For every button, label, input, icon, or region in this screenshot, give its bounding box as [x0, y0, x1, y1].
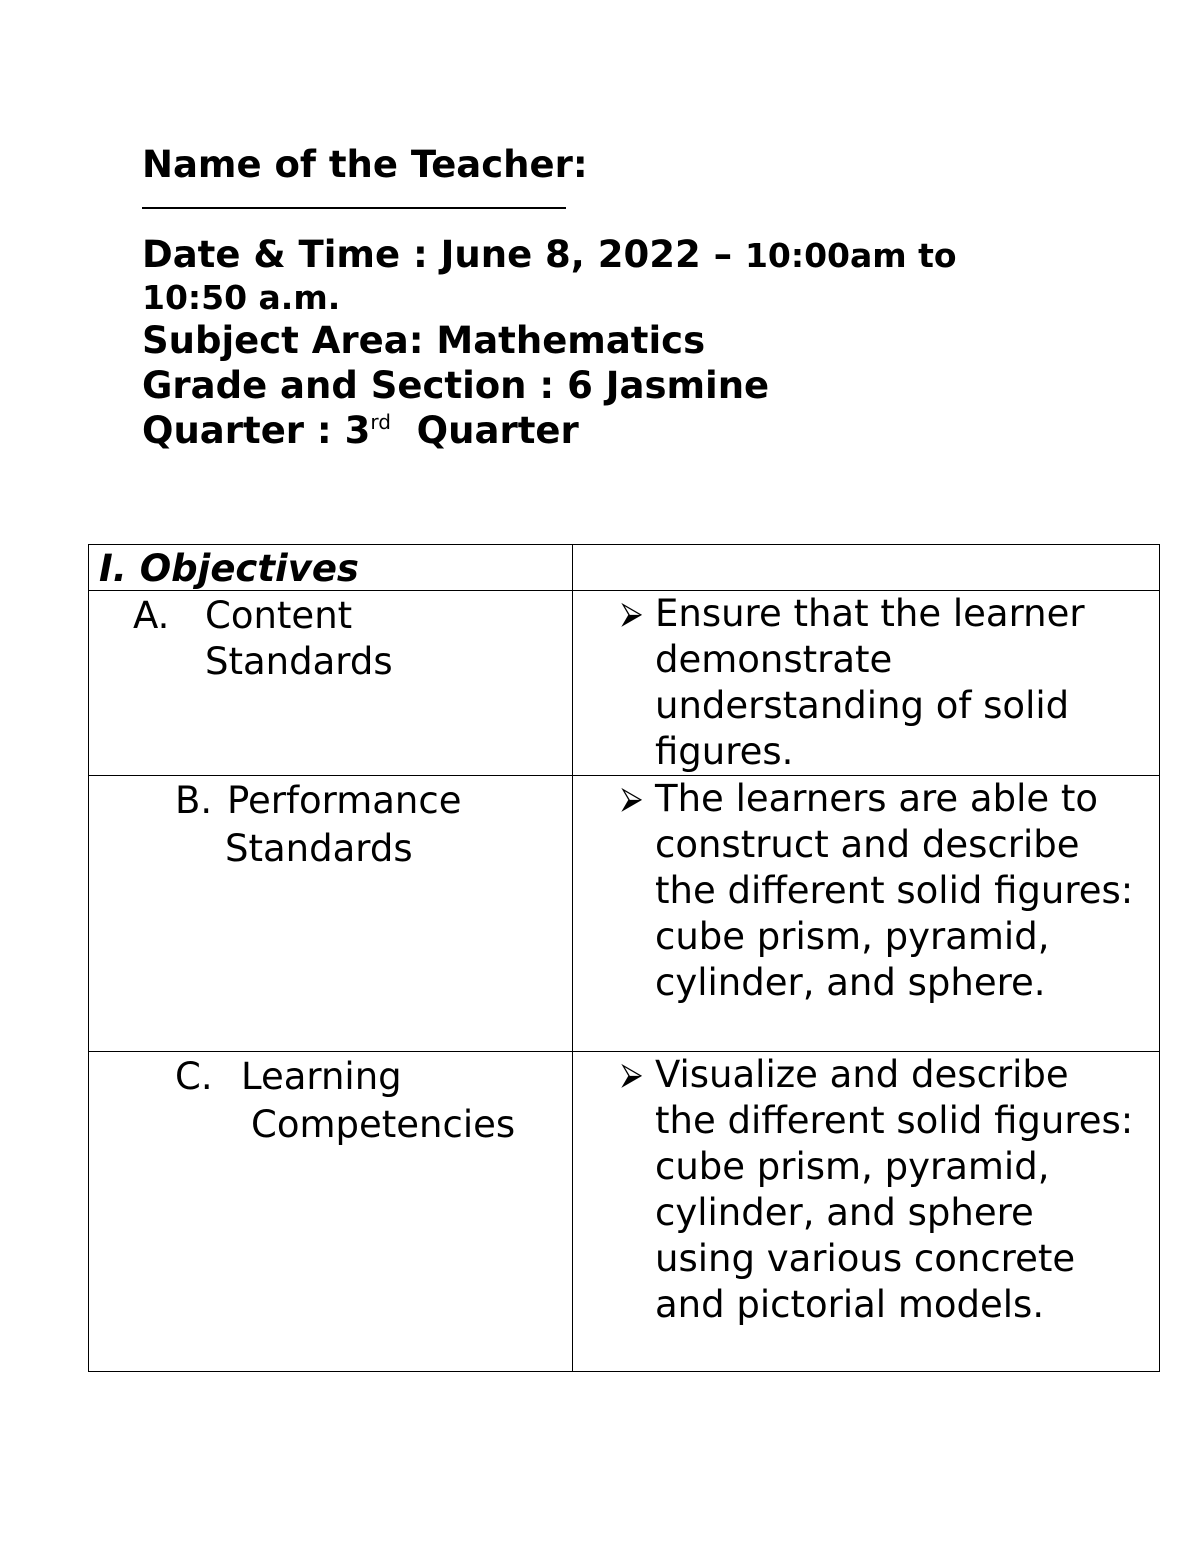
subject-area: Subject Area: Mathematics [142, 319, 706, 362]
row-label-cell [89, 1052, 573, 1372]
row-content: Visualize and describe the different solid figures: cube prism, pyramid, cylinder, and sphere using various concrete and pictorial models. [655, 1053, 1134, 1326]
objectives-heading: I. Objectives [99, 547, 359, 590]
lesson-plan-header [142, 142, 1102, 453]
table-row [89, 591, 1160, 776]
row-label: Standards [205, 640, 393, 683]
time-start: 10:00am to [744, 236, 957, 275]
row-label: Standards [225, 827, 413, 870]
row-content: The learners are able to construct and describe the different solid figures: cube prism, pyramid, cylinder, and sphere. [655, 777, 1134, 1004]
row-letter: B. [175, 779, 213, 822]
row-label: Competencies [251, 1103, 516, 1146]
row-label-cell [89, 776, 573, 1052]
row-content-cell [573, 776, 1160, 1052]
quarter-line: Quarter : 3rd Quarter [142, 409, 579, 452]
table-row [89, 776, 1160, 1052]
grade-section: Grade and Section : 6 Jasmine [142, 364, 770, 407]
row-label-cell [89, 591, 573, 776]
row-content: Ensure that the learner demonstrate understanding of solid figures. [655, 592, 1085, 773]
row-letter: A. [133, 594, 170, 637]
row-label: Learning [241, 1055, 402, 1098]
date-label: Date & Time : June 8, 2022 – [142, 233, 745, 276]
objectives-heading-cell [89, 545, 573, 591]
row-content-cell [573, 591, 1160, 776]
arrow-bullet-icon: ⮚ [621, 596, 643, 631]
teacher-name-blank [142, 187, 1102, 232]
teacher-name-label: Name of the Teacher: [142, 143, 588, 186]
time-end: 10:50 a.m. [142, 278, 341, 317]
row-label: Performance [227, 779, 462, 822]
arrow-bullet-icon: ⮚ [621, 781, 643, 816]
row-letter: C. [175, 1055, 213, 1098]
table-row [89, 1052, 1160, 1372]
row-content-cell [573, 1052, 1160, 1372]
date-time-line [142, 232, 1102, 278]
table-row [89, 545, 1160, 591]
empty-heading-cell [573, 545, 1160, 591]
row-label: Content [205, 594, 353, 637]
arrow-bullet-icon: ⮚ [621, 1057, 643, 1092]
objectives-table [88, 544, 1160, 1372]
